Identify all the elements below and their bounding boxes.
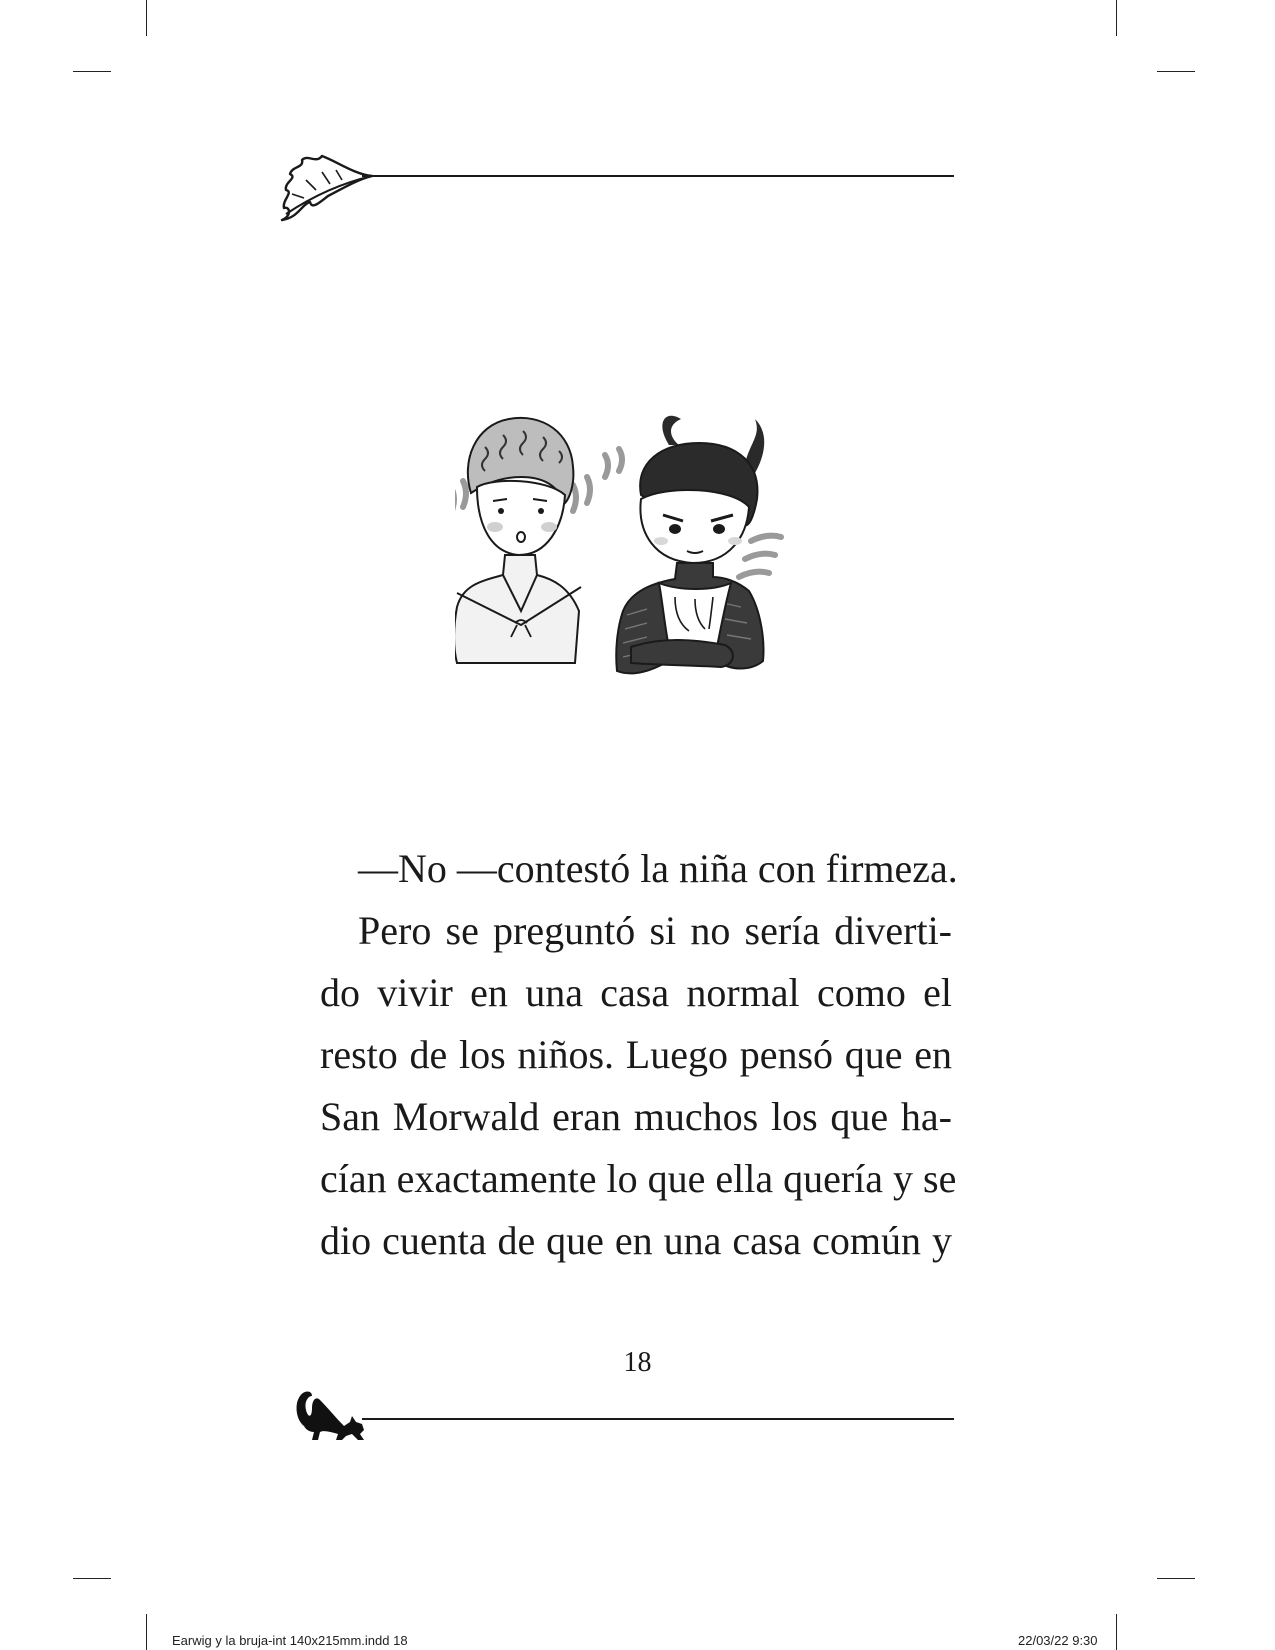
text-line: Pero se preguntó si no sería diverti- bbox=[358, 908, 952, 953]
crop-mark-bottom-right-horizontal bbox=[1157, 1578, 1195, 1579]
two-children-illustration bbox=[455, 415, 815, 715]
leaf-icon bbox=[276, 148, 376, 222]
print-file-label: Earwig y la bruja-int 140x215mm.indd 18 bbox=[172, 1633, 408, 1648]
footer-rule bbox=[362, 1418, 954, 1420]
text-line: do vivir en una casa normal como el bbox=[320, 970, 952, 1015]
text-line: cían exactamente lo que ella quería y se bbox=[320, 1156, 957, 1201]
paragraph-1 bbox=[320, 838, 958, 900]
crop-mark-top-left-vertical bbox=[146, 0, 147, 36]
paragraph-2 bbox=[320, 900, 957, 1272]
crop-mark-bottom-left-vertical bbox=[146, 1614, 147, 1650]
crop-mark-top-right-horizontal bbox=[1157, 71, 1195, 72]
text-line: —No —contestó la niña con firmeza. bbox=[358, 846, 958, 891]
body-text bbox=[320, 838, 958, 1272]
crop-mark-bottom-left-horizontal bbox=[73, 1578, 111, 1579]
print-timestamp: 22/03/22 9:30 bbox=[1018, 1633, 1098, 1648]
crop-mark-bottom-right-vertical bbox=[1116, 1614, 1117, 1650]
text-line: San Morwald eran muchos los que ha- bbox=[320, 1094, 952, 1139]
text-line: dio cuenta de que en una casa común y bbox=[320, 1218, 952, 1263]
page-number: 18 bbox=[623, 1347, 652, 1378]
crop-mark-top-left-horizontal bbox=[73, 71, 111, 72]
crop-mark-top-right-vertical bbox=[1116, 0, 1117, 36]
text-line: resto de los niños. Luego pensó que en bbox=[320, 1032, 952, 1077]
cat-icon bbox=[290, 1378, 370, 1444]
header-rule bbox=[362, 175, 954, 177]
